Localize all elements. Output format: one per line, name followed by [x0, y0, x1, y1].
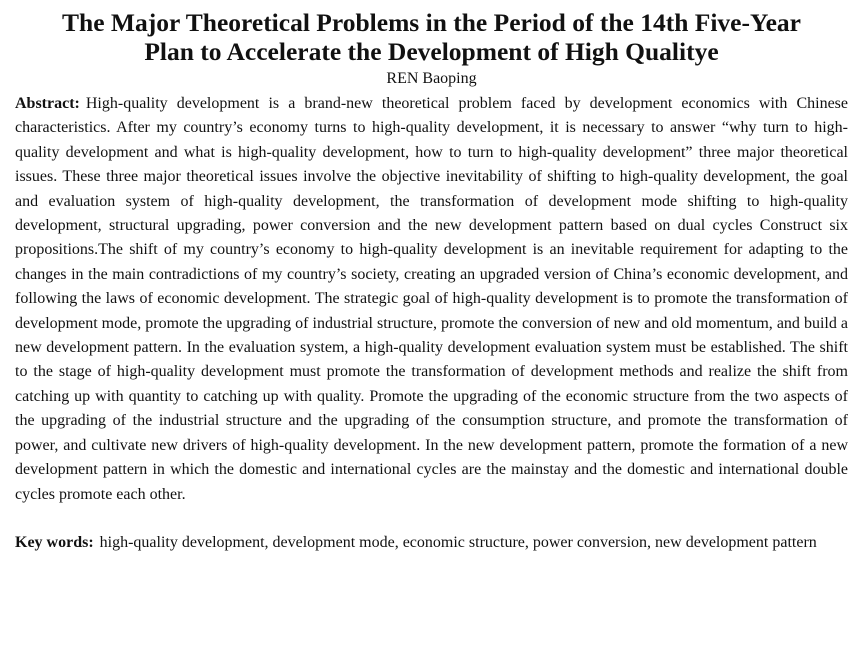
keywords-section — [15, 531, 848, 555]
abstract-text: High-quality development is a brand-new theoretical problem faced by development economics with Chinese characteristics. After my country’s economy turns to high-quality development, it is necessary to answer “why turn to high-quality development and what is high-quality development, how to turn to high-quality development” three major theoretical issues. These three major theoretical issues involve the objective inevitability of shifting to high-quality development, the goal and evaluation system of high-quality development, the transformation of development mode shifting to high-quality development, structural upgrading, power conversion and the new development pattern based on dual cycles Construct six propositions.The shift of my country’s economy to high-quality development is an inevitable requirement for adapting to the changes in the main contradictions of my country’s society, creating an upgraded version of China’s economic development, and following the laws of economic development. The strategic goal of high-quality development is to promote the transformation of development mode, promote the upgrading of industrial structure, promote the conversion of new and old momentum, and build a new development pattern. In the evaluation system, a high-quality development evaluation system must be established. The shift to the stage of high-quality development must promote the transformation of development methods and realize the shift from catching up with quantity to catching up with quality. Promote the upgrading of the economic structure from the two aspects of the upgrading of the industrial structure and the upgrading of the consumption structure, and promote the transformation of power, and cultivate new drivers of high-quality development. In the new development pattern, promote the formation of a new development pattern in which the domestic and international cycles are the mainstay and the domestic and international double cycles promote each other. — [15, 95, 848, 503]
keywords-label: Key words: — [15, 533, 94, 551]
abstract-section — [15, 92, 848, 507]
author-name: REN Baoping — [386, 70, 477, 87]
paper-title — [15, 8, 848, 66]
paper-title-line-1: The Major Theoretical Problems in the Period of the 14th Five-Year — [62, 8, 801, 37]
paper-title-line-2: Plan to Accelerate the Development of High Qualitye — [144, 37, 719, 66]
abstract-label: Abstract: — [15, 95, 80, 112]
keywords-text: high-quality development, development mode, economic structure, power conversion, new development pattern — [99, 533, 817, 551]
